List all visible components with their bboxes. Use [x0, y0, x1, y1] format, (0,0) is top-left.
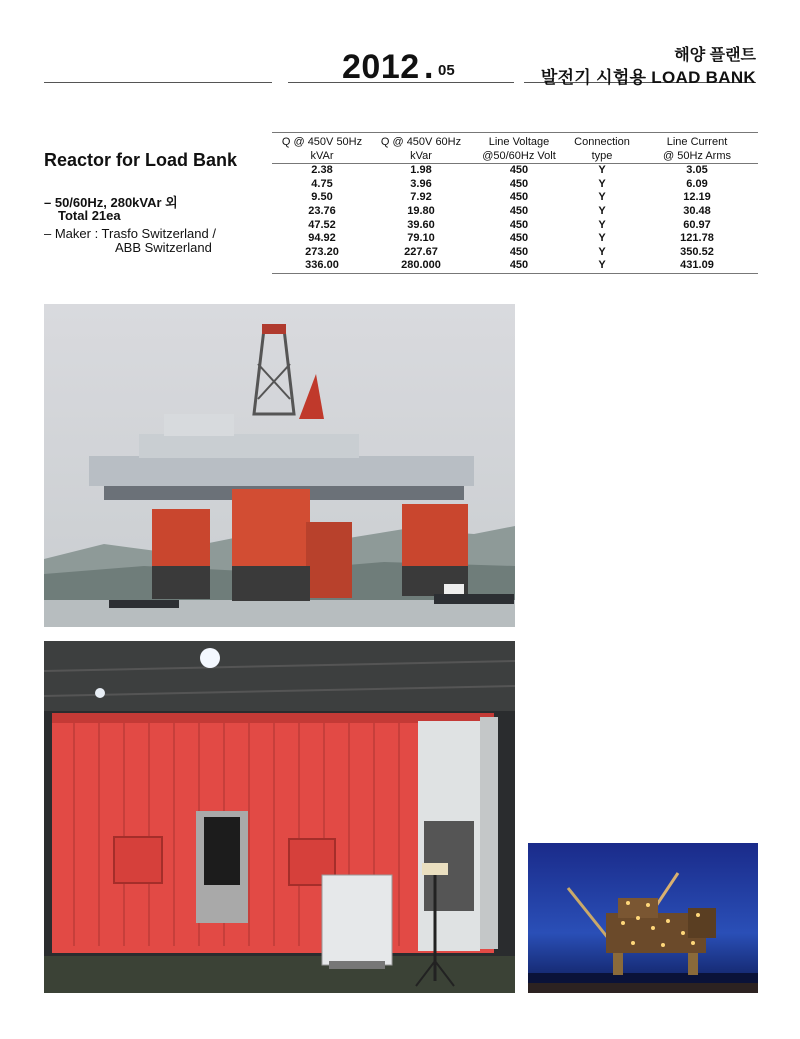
semi-submersible-rig-photo	[44, 304, 515, 627]
year-dot: .	[424, 48, 434, 86]
spec-line-2: Total 21ea	[58, 208, 121, 223]
col-subheader: @50/60Hz Volt	[470, 150, 568, 164]
table-cell: 450	[509, 245, 529, 258]
col-subheader: @ 50Hz Arms	[636, 150, 758, 164]
table-cell: Y	[598, 164, 606, 177]
offshore-platform-night-photo	[528, 843, 758, 993]
table-cell: 121.78	[680, 232, 714, 245]
table-cell: 273.20	[305, 245, 339, 258]
table-cell: 350.52	[680, 245, 714, 258]
table-cell: 19.80	[407, 204, 435, 217]
table-cell: Y	[598, 245, 606, 258]
col-header: Line Current	[636, 133, 758, 150]
table-cell: 450	[509, 191, 529, 204]
col-header: Connection	[568, 133, 636, 150]
spec-line-4: ABB Switzerland	[115, 240, 212, 255]
section-heading: Reactor for Load Bank	[44, 150, 238, 170]
table-cell: Y	[598, 204, 606, 217]
reactor-spec-table	[272, 132, 758, 274]
table-cell: 336.00	[272, 259, 372, 273]
table-cell: 450	[470, 259, 568, 273]
table-cell: 94.92	[308, 232, 336, 245]
table-cell: 47.52	[308, 218, 336, 231]
col-subheader: kVar	[372, 150, 470, 164]
page-title: 발전기 시험용 LOAD BANK	[540, 68, 756, 87]
table-cell: 30.48	[683, 204, 711, 217]
table-row	[272, 164, 758, 178]
table-cell: 450	[509, 232, 529, 245]
table-row	[272, 219, 758, 233]
table-cell: 227.67	[404, 245, 438, 258]
table-cell: Y	[598, 232, 606, 245]
table-row	[272, 259, 758, 273]
table-cell: 12.19	[683, 191, 711, 204]
table-cell: 79.10	[407, 232, 435, 245]
table-cell: 280.000	[372, 259, 470, 273]
table-cell: 4.75	[311, 177, 333, 190]
month: 05	[438, 62, 455, 79]
col-header: Q @ 450V 50Hz	[272, 133, 372, 150]
col-header: Q @ 450V 60Hz	[372, 133, 470, 150]
table-cell: 39.60	[407, 218, 435, 231]
header-rule-left	[44, 82, 272, 83]
table-cell: 450	[509, 204, 529, 217]
spec-line-3: – Maker : Trasfo Switzerland /	[44, 226, 216, 241]
table-cell: 450	[509, 177, 529, 190]
table-row	[272, 232, 758, 246]
red-load-bank-container-photo	[44, 641, 515, 993]
table-cell: Y	[568, 259, 636, 273]
table-row	[272, 191, 758, 205]
table-cell: Y	[598, 218, 606, 231]
table-cell: 7.92	[410, 191, 432, 204]
spec-line-1: – 50/60Hz, 280kVAr 외	[44, 195, 178, 210]
category-label: 해양 플랜트	[674, 47, 756, 64]
col-header: Line Voltage	[470, 133, 568, 150]
table-row	[272, 205, 758, 219]
year: 2012	[342, 48, 420, 86]
table-cell: 2.38	[311, 164, 333, 177]
table-row	[272, 246, 758, 260]
table-cell: 3.96	[410, 177, 432, 190]
table-cell: 6.09	[686, 177, 708, 190]
table-cell: 3.05	[686, 164, 708, 177]
col-subheader: type	[568, 150, 636, 164]
table-cell: 450	[509, 164, 529, 177]
table-cell: 431.09	[636, 259, 758, 273]
table-cell: 1.98	[410, 164, 432, 177]
table-cell: 9.50	[311, 191, 333, 204]
table-cell: Y	[598, 191, 606, 204]
table-row	[272, 178, 758, 192]
table-cell: 23.76	[308, 204, 336, 217]
col-subheader: kVAr	[272, 150, 372, 164]
table-cell: 60.97	[683, 218, 711, 231]
table-cell: 450	[509, 218, 529, 231]
table-cell: Y	[598, 177, 606, 190]
